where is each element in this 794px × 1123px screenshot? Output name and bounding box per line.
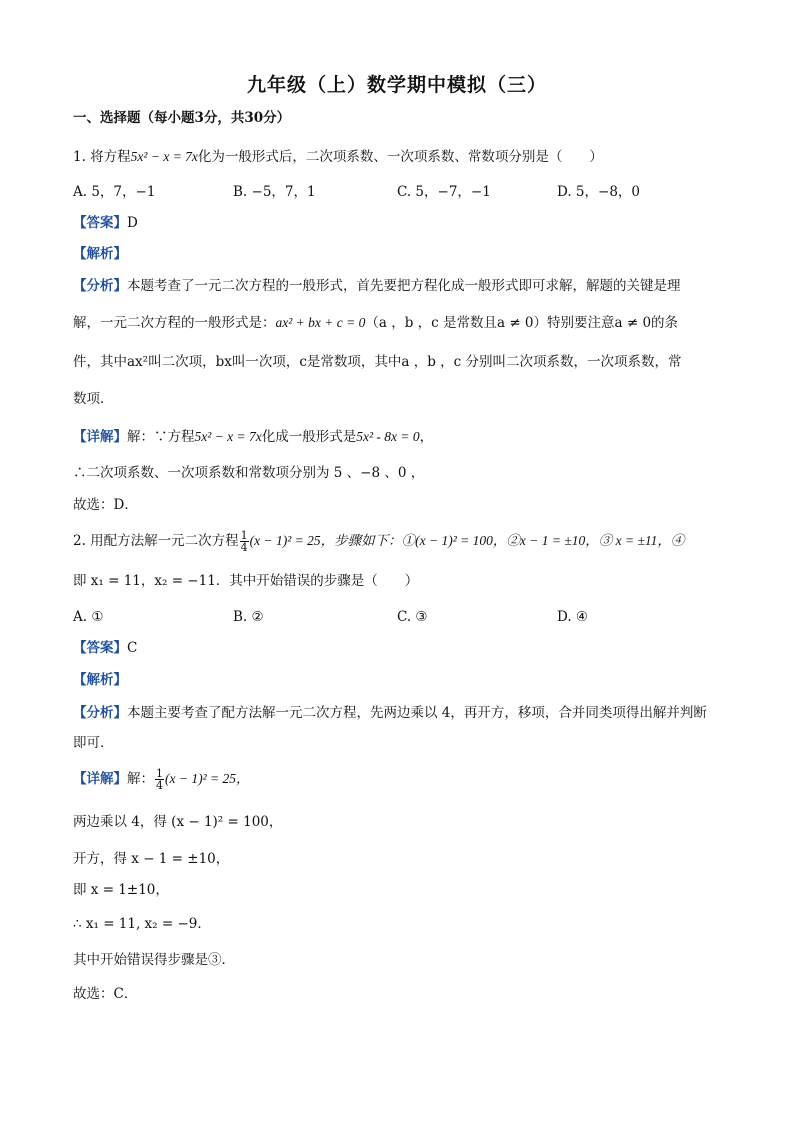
q2-step-6: 故选：C． <box>73 986 138 1002</box>
q2-fraction <box>240 530 249 553</box>
q2-xiangjie-fraction-denominator: 4 <box>156 779 163 792</box>
q2-fenxi-line-2: 即可． <box>73 735 114 751</box>
q2-stem-line-2: 即 x₁ = 11，x₂ = −11．其中开始错误的步骤是（ ） <box>73 573 419 589</box>
q1-xiangjie-label: 【详解】 <box>73 429 127 445</box>
q2-step-4: ∴ x₁ = 11, x₂ = −9． <box>73 916 211 932</box>
q2-fraction-numerator: 1 <box>240 529 248 542</box>
q2-xiangjie-label: 【详解】 <box>73 771 127 787</box>
q2-stem-prefix: 2. 用配方法解一元二次方程 <box>73 533 239 549</box>
q1-option-c: C. 5，−7，−1 <box>397 184 491 200</box>
q2-step-1: 两边乘以 4，得 (x − 1)² = 100， <box>73 814 283 830</box>
q1-stem-suffix: 化为一般形式后，二次项系数、一次项系数、常数项分别是（ ） <box>197 149 603 165</box>
q1-analysis-label: 【解析】 <box>73 246 127 262</box>
q1-fenxi-label: 【分析】 <box>73 278 127 294</box>
q2-answer-value: C <box>127 640 138 656</box>
q1-general-form: ax² + bx + c = 0 <box>275 315 366 330</box>
q1-fenxi-line-1 <box>73 276 681 296</box>
q2-xiangjie-line-1 <box>73 768 250 791</box>
q1-answer-label: 【答案】 <box>73 215 127 231</box>
page-title: 九年级（上）数学期中模拟（三） <box>246 74 547 96</box>
q2-option-b: B. ② <box>233 609 264 625</box>
q2-option-a: A. ① <box>73 609 104 625</box>
q1-xiangjie-1c: 化成一般形式是 <box>261 429 357 445</box>
q2-stem-steps: (x − 1)² = 25，步骤如下：①(x − 1)² = 100，②x − 1 = ±10，③ x = ±11，④ <box>249 533 685 548</box>
q1-xiangjie-eq1: 5x² − x = 7x <box>194 429 262 444</box>
q1-xiangjie-line-2: ∴二次项系数、一次项系数和常数项分别为 5 、−8 、0 ， <box>73 465 425 481</box>
q2-xiangjie-1a: 解： <box>127 771 154 787</box>
q1-xiangjie-1a: 解：∵方程 <box>127 429 195 445</box>
q1-answer <box>73 213 138 233</box>
q1-xiangjie-line-3: 故选：D． <box>73 497 138 513</box>
q2-fenxi-text-1: 本题主要考查了配方法解一元二次方程，先两边乘以 4，再开方，移项，合并同类项得出解并判断 <box>127 705 707 721</box>
q1-fenxi-text-2c: （a ，b ，c 是常数且a ≠ 0）特别要注意a ≠ 0的条 <box>365 315 679 331</box>
q2-fenxi-label: 【分析】 <box>73 705 127 721</box>
q2-answer <box>73 638 137 658</box>
q1-equation: 5x² − x = 7x <box>130 149 198 164</box>
q1-fenxi-line-4: 数项． <box>73 391 114 407</box>
q2-option-c: C. ③ <box>397 609 428 625</box>
q2-fenxi-line-1 <box>73 703 707 723</box>
q2-analysis-label: 【解析】 <box>73 672 127 688</box>
q1-fenxi-line-2 <box>73 313 678 333</box>
q1-stem <box>73 147 603 167</box>
q1-fenxi-line-3: 件，其中ax²叫二次项，bx叫一次项，c是常数项，其中a ，b ，c 分别叫二次项系数，一次项系数，常 <box>73 354 682 370</box>
q1-fenxi-text-2a: 解，一元二次方程的一般形式是： <box>73 315 276 331</box>
q2-xiangjie-eq: (x − 1)² = 25， <box>165 771 250 786</box>
q1-fenxi-text-1: 本题考查了一元二次方程的一般形式，首先要把方程化成一般形式即可求解，解题的关键是理 <box>127 278 681 294</box>
q2-option-d: D. ④ <box>557 609 589 625</box>
q2-step-2: 开方，得 x − 1 = ±10， <box>73 851 230 867</box>
q2-stem <box>73 530 684 553</box>
q1-xiangjie-1e: ， <box>419 429 434 445</box>
q1-xiangjie-line-1 <box>73 427 433 447</box>
q1-answer-value: D <box>127 215 138 231</box>
q1-option-d: D. 5，−8，0 <box>557 184 641 200</box>
q2-step-3: 即 x = 1±10， <box>73 882 169 898</box>
q2-fraction-denominator: 4 <box>240 541 248 554</box>
q2-xiangjie-fraction-numerator: 1 <box>156 767 163 780</box>
q1-option-a: A. 5，7，−1 <box>73 184 156 200</box>
q2-xiangjie-fraction <box>155 768 164 791</box>
q1-stem-prefix: 1. 将方程 <box>73 149 131 165</box>
q1-xiangjie-eq2: 5x² - 8x = 0 <box>356 429 420 444</box>
q2-step-5: 其中开始错误得步骤是③． <box>73 952 235 968</box>
q1-option-b: B. −5，7，1 <box>233 184 316 200</box>
section-heading: 一、选择题（每小题3分，共30分） <box>73 110 291 126</box>
q2-answer-label: 【答案】 <box>73 640 127 656</box>
